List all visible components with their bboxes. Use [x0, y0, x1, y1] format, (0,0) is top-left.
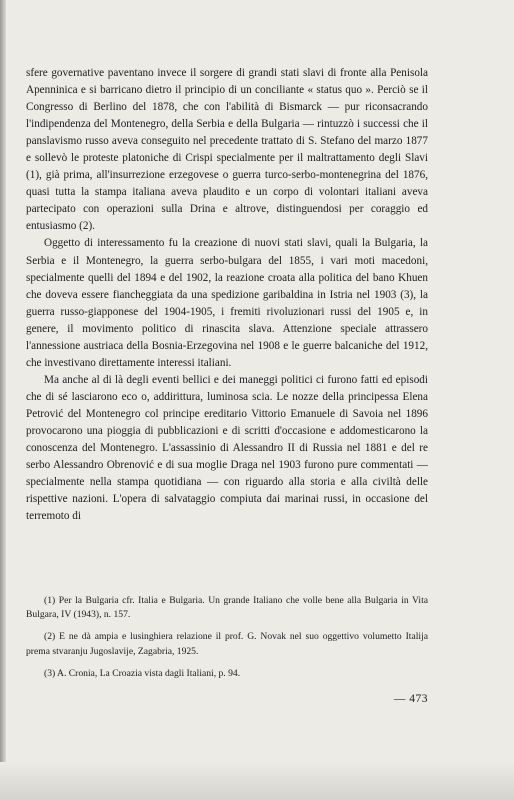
scan-edge-shadow	[0, 0, 6, 800]
paragraph: Oggetto di interessamento fu la creazione di nuovi stati slavi, quali la Bulgaria, la Serbia e il Montenegro, la guerra serbo-bulgara del 1855, i vari moti macedoni, specialmente quelli del 1894 e del 1902, la reazione croata alla politica del bano Khuen che doveva essere fiancheggiata da una spedizione garibaldina in Istria nel 1903 (3), la guerra russo-giapponese del 1904-1905, i fremiti rivoluzionari russi del 1905 e, in genere, il movimento politico di rinascita slava. Attenzione speciale attrassero l'annessione austriaca della Bosnia-Erzegovina nel 1908 e le guerre balcaniche del 1912, che investivano direttamente interessi italiani.	[26, 237, 428, 369]
page-number: — 473	[393, 693, 428, 705]
footnote-2: (2) E ne dà ampia e lusinghiera relazione il prof. G. Novak nel suo oggettivo volumetto Italija prema stvaranju Jugoslavije, Zagabria, 1925.	[26, 631, 428, 657]
footnotes	[26, 594, 428, 681]
paragraph: Ma anche al di là degli eventi bellici e dei maneggi politici ci furono fatti ed episodi che di sé lasciarono eco o, addirittura, luminosa scia. Le nozze della principessa Elena Petrović del Montenegro col principe ereditario Vittorio Emanuele di Savoia nel 1896 provocarono una pioggia di pubblicazioni e di scritti d'occasione e addomesticarono la conoscenza del Montenegro. L'assassinio di Alessandro II di Russia nel 1881 e del re serbo Alessandro Obrenović e di sua moglie Draga nel 1903 furono pure commentati — specialmente nella stampa quotidiana — con riguardo alla storia e alla civiltà delle rispettive nazioni. L'opera di salvataggio compiuta dai marinai russi, in occasione del terremoto di	[26, 373, 428, 523]
footnote-3: (3) A. Cronia, La Croazia vista dagli Italiani, p. 94.	[44, 667, 241, 679]
paragraph-continued: sfere governative paventano invece il sorgere di grandi stati slavi di fronte alla Penisola Apenninica e si barricano dietro il principio di un conciliante « status quo ». Perciò se il Congresso di Berlino del 1878, che con l'abilità di Bismarck — pur riconsacrando l'indipendenza del Montenegro, della Serbia e della Bulgaria — rintuzzò i successi che il panslavismo russo aveva conseguito nel precedente trattato di S. Stefano del marzo 1877 e sollevò le proteste platoniche di Crispi specialmente per il maltrattamento degli Slavi (1), già prima, all'insurrezione erzegovese o guerra turco-serbo-montenegrina del 1876, quasi tutta la stampa italiana aveva plaudito e un corpo di volontari italiani aveva partecipato con operazioni sulla Drina e altrove, distinguendosi per coraggio ed entusiasmo (2).	[26, 67, 428, 233]
footnote-1: (1) Per la Bulgaria cfr. Italia e Bulgaria. Un grande Italiano che volle bene alla Bulgaria in Vita Bulgara, IV (1943), n. 157.	[26, 595, 428, 621]
main-text	[26, 65, 428, 525]
scan-bottom-shadow	[0, 762, 514, 800]
